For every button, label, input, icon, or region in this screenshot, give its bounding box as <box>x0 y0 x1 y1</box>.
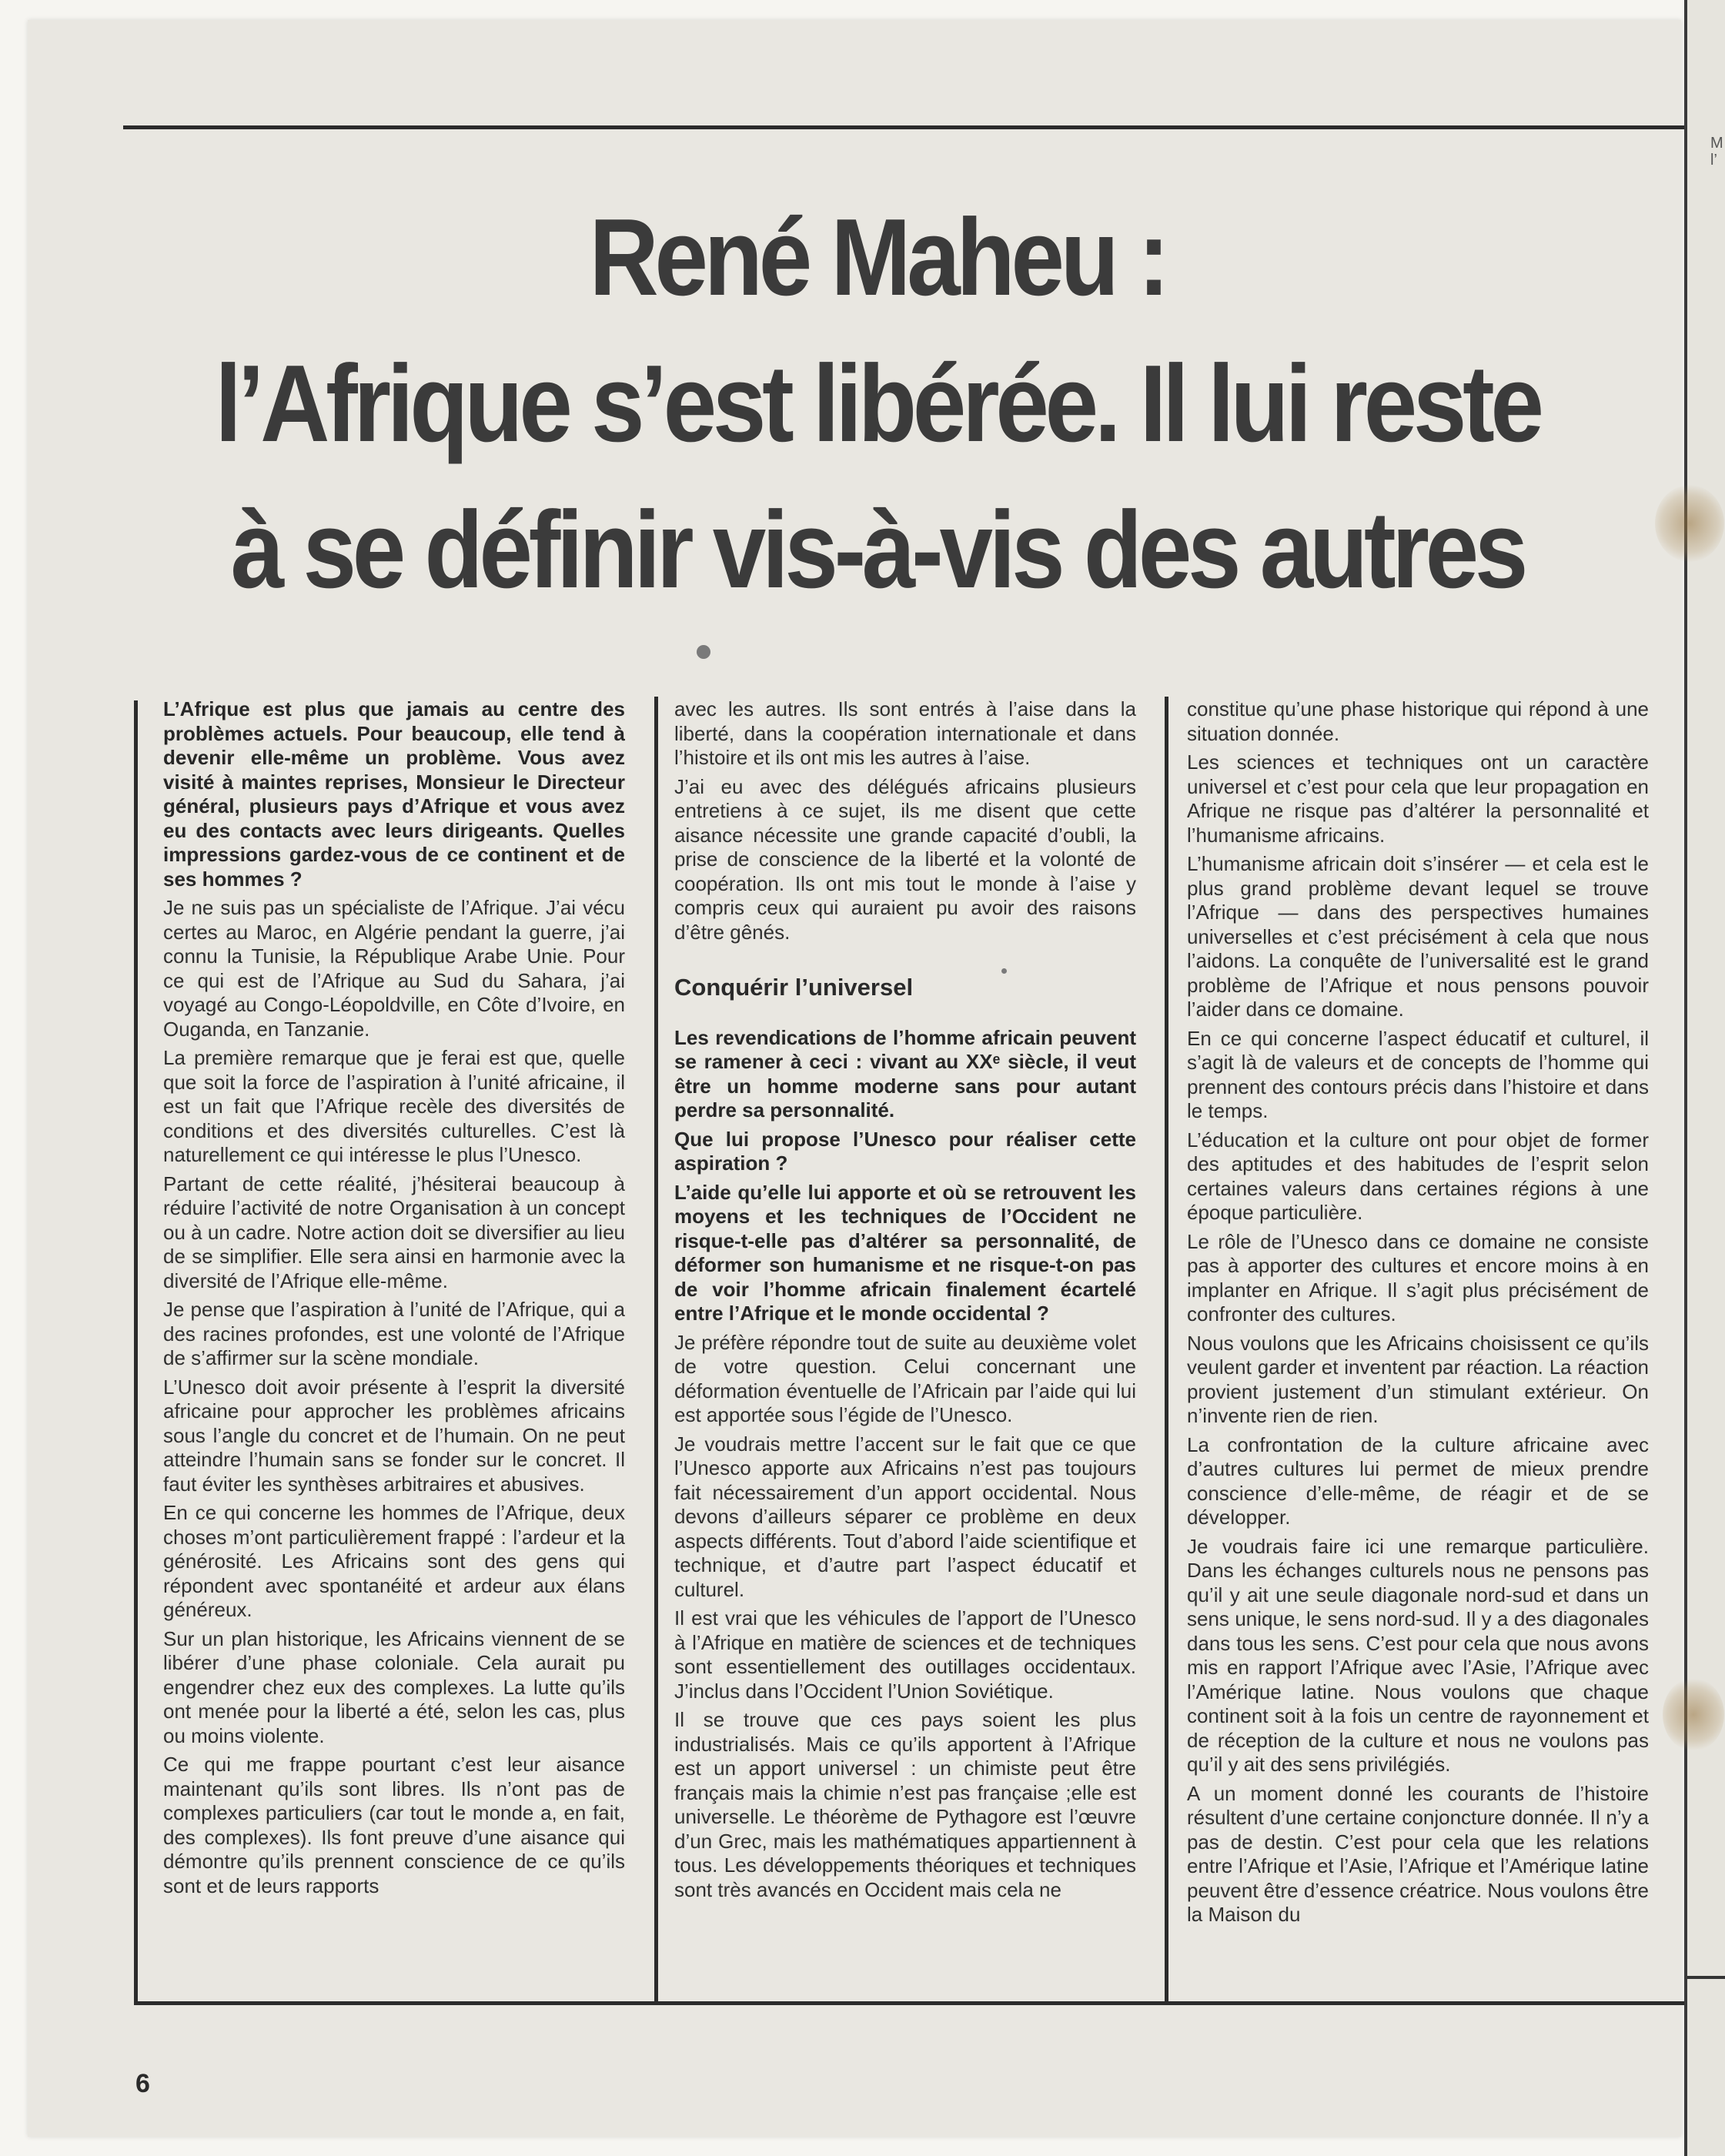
article-paragraph: Il se trouve que ces pays soient les plus industrialisés. Mais ce qu’ils apportent à l’Afrique est un apport universel : un chimiste peut être français mais la chimie n’est pas française ;elle est universelle. Le théorème de Pythagore est l’œuvre d’un Grec, mais les mathématiques appartiennent à tous. Les développements théoriques et techniques sont très avancés en Occident mais cela ne <box>674 1708 1136 1901</box>
article-paragraph: Ce qui me frappe pourtant c’est leur aisance maintenant qu’ils sont libres. Ils n’ont pas de complexes particuliers (car tout le monde a, en fait, des complexes). Ils font preuve d’une aisance qui démontre qu’ils prennent conscience de ce qu’ils sont et de leurs rapports <box>163 1753 625 1897</box>
article-paragraph: avec les autres. Ils sont entrés à l’aise dans la liberté, dans la coopération internationale et dans l’histoire et ils ont mis les autres à l’aise. <box>674 697 1136 769</box>
column-divider <box>1165 697 1168 2005</box>
interview-question: Que lui propose l’Unesco pour réaliser cette aspiration ? <box>674 1127 1136 1175</box>
article-column-1 <box>163 697 625 1903</box>
interview-question: L’Afrique est plus que jamais au centre des problèmes actuels. Pour beaucoup, elle tend à devenir elle-même un problème. Vous avez visité à maintes reprises, Monsieur le Directeur général, plusieurs pays d’Afrique et vous avez eu des contacts avec leurs dirigeants. Quelles impressions gardez-vous de ce continent et de ses hommes ? <box>163 697 625 891</box>
column-frame-left <box>134 700 138 2005</box>
article-paragraph: Sur un plan historique, les Africains viennent de se libérer d’une phase coloniale. Cela aurait pu engendrer chez eux des complexes. La lutte qu’ils ont menée pour la liberté a été, selon les cas, plus ou moins violente. <box>163 1626 625 1747</box>
top-rule <box>123 125 1684 129</box>
article-paragraph: En ce qui concerne les hommes de l’Afrique, deux choses m’ont particulièrement frappé : l’ardeur et la générosité. Les Africains sont des gens qui répondent avec spontanéité et ardeur aux élans généreux. <box>163 1501 625 1621</box>
article-paragraph: La première remarque que je ferai est que, quelle que soit la force de l’aspiration à l’unité africaine, il est un fait que l’Afrique recèle des diversités de conditions et des diversités culturelles. C’est là naturellement ce qui intéresse le plus l’Unesco. <box>163 1046 625 1166</box>
article-paragraph: Les sciences et techniques ont un caractère universel et c’est pour cela que leur propagation en Afrique ne risque pas d’altérer la personnalité et l’humanisme africains. <box>1187 750 1649 847</box>
article-paragraph: Je voudrais faire ici une remarque particulière. Dans les échanges culturels nous ne pensons pas qu’il y ait une seule diagonale nord-sud et dans un sens unique, le sens nord-sud. Il y a des diagonales dans tous les sens. C’est pour cela que nous avons mis en rapport l’Afrique avec l’Asie, l’Afrique avec l’Amérique latine. Nous voulons que chaque continent soit à la fois un centre de rayonnement et de réception de la culture et nous ne voulons pas qu’il y ait des sens privilégiés. <box>1187 1534 1649 1776</box>
page-number: 6 <box>135 2069 150 2098</box>
article-paragraph: Je voudrais mettre l’accent sur le fait que ce que l’Unesco apporte aux Africains n’est pas toujours fait nécessairement d’un apport occidental. Nous devons d’ailleurs séparer ce problème en deux aspects différents. Tout d’abord l’aide scientifique et technique, et d’autre part l’aspect éducatif et culturel. <box>674 1432 1136 1601</box>
headline-line: René Maheu : <box>589 196 1166 319</box>
article-paragraph: Le rôle de l’Unesco dans ce domaine ne consiste pas à apporter des cultures et encore moins à en implanter en Afrique. Il s’agit plus précisément de confronter des cultures. <box>1187 1229 1649 1325</box>
headline <box>123 185 1632 623</box>
facing-page-fragment: l’ <box>1710 152 1717 169</box>
article-paragraph: Je ne suis pas un spécialiste de l’Afrique. J’ai vécu certes au Maroc, en Algérie pendant la guerre, j’ai connu la Tunisie, la République Arabe Unie. Pour ce qui est de l’Afrique au Sud du Sahara, j’ai voyagé au Congo-Léopoldville, en Côte d’Ivoire, en Ouganda, en Tanzanie. <box>163 896 625 1041</box>
headline-line: à se définir vis-à-vis des autres <box>230 489 1525 611</box>
headline-line: l’Afrique s’est libérée. Il lui reste <box>215 343 1540 465</box>
facing-page-edge <box>1684 0 1725 2156</box>
article-column-3 <box>1187 697 1649 1932</box>
ink-speck <box>697 645 710 659</box>
article-paragraph: La confrontation de la culture africaine avec d’autres cultures lui permet de mieux prendre conscience d’elle-même, de réagir et de se développer. <box>1187 1432 1649 1529</box>
article-paragraph: Nous voulons que les Africains choisissent ce qu’ils veulent garder et inventent par réaction. La réaction provient justement d’un stimulant extérieur. On n’invente rien de rien. <box>1187 1331 1649 1427</box>
article-paragraph: J’ai eu avec des délégués africains plusieurs entretiens à ce sujet, ils me disent que cette aisance nécessite une grande capacité d’oubli, la prise de conscience de la liberté et la volonté de coopération. Ils ont mis tout le monde à l’aise y compris ceux qui auraient pu avoir des raisons d’être gênés. <box>674 774 1136 944</box>
paper-stain <box>1655 485 1724 562</box>
article-paragraph: L’humanisme africain doit s’insérer — et cela est le plus grand problème devant lequel se trouve l’Afrique — dans des perspectives humaines universelles et c’est précisément à cela que nous l’aidons. La conquête de l’universalité est le grand problème de l’Afrique et nous pensons pouvoir l’aider dans ce domaine. <box>1187 852 1649 1021</box>
interview-question: L’aide qu’elle lui apporte et où se retrouvent les moyens et les techniques de l’Occident ne risque-t-elle pas d’altérer sa personnalité, de déformer son humanisme et ne risque-t-on pas de voir l’homme africain finalement écartelé entre l’Afrique et le monde occidental ? <box>674 1180 1136 1325</box>
paper-stain <box>1663 1678 1724 1751</box>
article-paragraph: Je pense que l’aspiration à l’unité de l’Afrique, qui a des racines profondes, est une volonté de l’Afrique de s’affirmer sur la scène mondiale. <box>163 1298 625 1369</box>
article-paragraph: En ce qui concerne l’aspect éducatif et culturel, il s’agit là de valeurs et de concepts de l’homme qui prennent des contours précis dans l’histoire et dans le temps. <box>1187 1026 1649 1122</box>
facing-page-fragment: M <box>1710 135 1723 152</box>
article-paragraph: Il est vrai que les véhicules de l’apport de l’Unesco à l’Afrique en matière de sciences et de techniques sont essentiellement des outillages occidentaux. J’inclus dans l’Occident l’Union Soviétique. <box>674 1606 1136 1703</box>
article-column-2 <box>674 697 1136 1907</box>
facing-page-rule <box>1687 1976 1725 1979</box>
article-paragraph: Partant de cette réalité, j’hésiterai beaucoup à réduire l’activité de notre Organisation à un concept ou à un cadre. Notre action doit se diversifier au lieu de se simplifier. Elle sera ainsi en harmonie avec la diversité de l’Afrique elle-même. <box>163 1172 625 1292</box>
bottom-rule <box>134 2001 1684 2005</box>
article-paragraph: constitue qu’une phase historique qui répond à une situation donnée. <box>1187 697 1649 745</box>
column-divider <box>654 697 658 2005</box>
interview-question: Les revendications de l’homme africain peuvent se ramener à ceci : vivant au XXᵉ siècle, il veut être un homme moderne sans pour autant perdre sa personnalité. <box>674 1025 1136 1121</box>
article-paragraph: A un moment donné les courants de l’histoire résultent d’une certaine conjoncture donnée. Il n’y a pas de destin. C’est pour cela que les relations entre l’Afrique et l’Asie, l’Afrique et l’Amérique latine peuvent être d’essence créatrice. Nous voulons être la Maison du <box>1187 1781 1649 1926</box>
article-paragraph: L’éducation et la culture ont pour objet de former des aptitudes et des habitudes de l’esprit selon certaines valeurs dans certaines régions à une époque particulière. <box>1187 1128 1649 1224</box>
section-heading: Conquérir l’universel <box>674 974 914 1001</box>
article-paragraph: L’Unesco doit avoir présente à l’esprit la diversité africaine pour approcher les problèmes africains sous l’angle du concret et de l’humain. On ne peut atteindre l’humain sans se fonder sur le concret. Il faut éviter les synthèses arbitraires et abusives. <box>163 1375 625 1496</box>
article-paragraph: Je préfère répondre tout de suite au deuxième volet de votre question. Celui concernant une déformation éventuelle de l’Africain par l’aide qui lui est apportée sous l’égide de l’Unesco. <box>674 1330 1136 1426</box>
